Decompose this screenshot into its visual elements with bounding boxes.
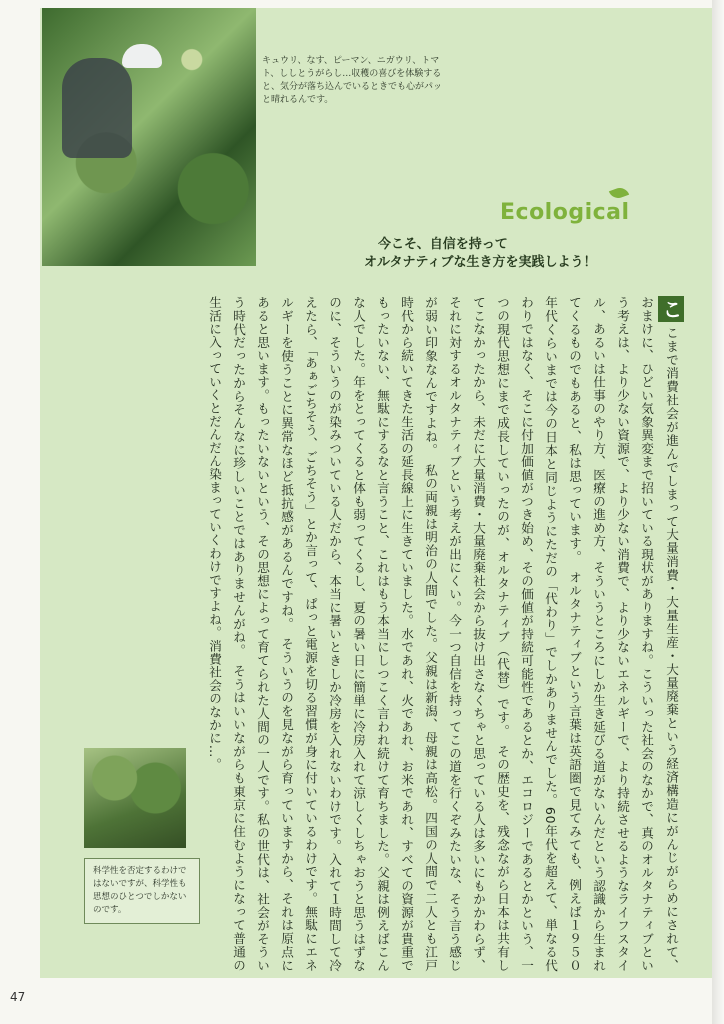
hat-shape <box>122 44 162 68</box>
section-title: Ecological <box>500 200 630 225</box>
page-edge <box>712 0 724 1024</box>
taro-leaf-photo <box>84 748 186 848</box>
photo-caption-top: キュウリ、なす、ピーマン、ニガウリ、トマト、ししとうがらし…収穫の喜びを体験すると、気分が落ち込んでいるときでも心がパッと晴れるんです。 <box>262 56 443 105</box>
page-number: 47 <box>10 990 26 1004</box>
headline-line-1: 今こそ、自信を持って <box>378 237 508 252</box>
photo-caption-bottom: 科学性を否定するわけではないですが、科学性も思想のひとつでしかないのです。 <box>84 858 200 924</box>
drop-cap: こ <box>658 296 684 322</box>
article-text: こまで消費社会が進んでしまって大量消費・大量生産・大量廃棄という経済構造にがんじがらめにされて、おまけに、ひどい気象異変まで招いている現状がありますね。こういった社会のなかで、真のオルタナティブという考えは、より少ない資源で、より少ない消費で、より少ないエネルギーで、より持続させるようなライフスタイル、あるいは仕事のやり方、医療の進め方、そういうところにしか生き延びる道がないんだという認識から生まれてくるものでもあると、私は思っています。 オルタナティブという言葉は英語圏で見てみても、例えば１９５０年代くらいまでは今の日本と同じようにただの「代わり」でしかありませんでした。60年代を超えて、単なる代わりではなく、そこに付加価値がつき始め、その価値が持続可能性であるとか、エコロジーであるとかという、一つの現代思想にまで成長していったのが、オルタナティブ（代替）です。 その歴史を、残念ながら日本は共有してこなかったから、未だに大量消費・大量廃棄社会から抜け出さなくちゃと思っている人は多いにもかかわらず、それに対するオルタナティブという考えが出にくい。今一つ自信を持ってこの道を行くぞみたいな、そう言う感じが弱い印象なんですよね。 私の両親は明治の人間でした。父親は新潟、母親は高松。四国の人間で二人とも江戸時代から続いてきた生活の延長線上に生きていました。水であれ、火であれ、お米であれ、すべての資源が貴重でもったいない、無駄にするなと言うこと、これはもう本当にしつこく言われ続けて育ちました。父親は例えばこんな人でした。年をとってくると体も弱ってくるし、夏の暑い日に簡単に冷房入れて涼しくしちゃおうと思うはずなのに、そういうのが染みついている人だから、本当に暑いときしか冷房を入れないわけです。入れて１時間して冷えたら、「あぁごちそう、ごちそう」とか言って、ぱっと電源を切る習慣が身に付いているわけです。無駄にエネルギーを使うことに異常なほど抵抗感があるんですね。 そういうのを見ながら育っていますから、それは原点にあると思います。もったいないという、その思想によって育てられた人間の一人です。私の世代は、社会がそういう時代だったからそんなに珍しいことではありませんがね。 そうはいいながらも東京に住むようになって普通の生活に入っていくとだんだん染まっていくわけですよね。消費社会のなかに…。 <box>207 296 679 972</box>
headline-line-2: オルタナティブな生き方を実践しよう！ <box>364 255 597 270</box>
vegetable-garden-photo <box>42 8 256 266</box>
person-figure <box>62 58 132 158</box>
